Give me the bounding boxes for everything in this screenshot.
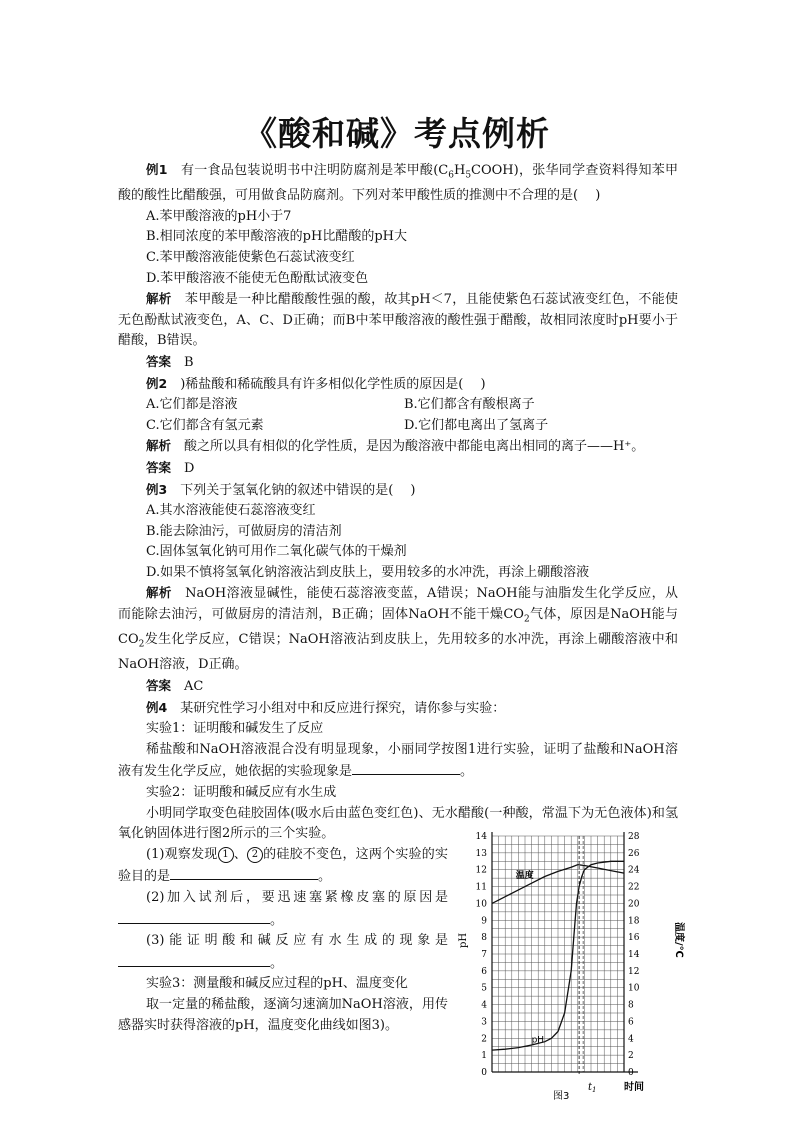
ph-tick-label: 10 bbox=[475, 899, 487, 910]
ph-series-label: pH bbox=[531, 1035, 545, 1046]
temperature-tick-label: 4 bbox=[628, 1034, 634, 1045]
ex2-question: 例2 )稀盐酸和稀硫酸具有许多相似化学性质的原因是( ) bbox=[146, 375, 486, 392]
ex4-questions-column bbox=[118, 845, 448, 1036]
ex3-option-a: A.其水溶液能使石蕊溶液变红 bbox=[146, 503, 316, 519]
temperature-tick-label: 16 bbox=[628, 933, 640, 944]
temperature-tick-label: 0 bbox=[628, 1068, 634, 1078]
temperature-tick-label: 24 bbox=[628, 865, 640, 876]
ex4-exp3-text: 取一定量的稀盐酸，逐滴匀速滴加NaOH溶液，用传感器实时获得溶液的pH，温度变化曲线如图3)。 bbox=[118, 996, 448, 1033]
ex4-exp2-title: 实验2：证明酸和碱反应有水生成 bbox=[146, 785, 337, 800]
temperature-series-label: 温度 bbox=[515, 871, 534, 882]
temperature-tick-label: 6 bbox=[628, 1017, 634, 1028]
t1-label: $t_1$ bbox=[588, 1082, 597, 1094]
ph-tick-labels bbox=[476, 832, 488, 1078]
ex4-q3: (3)能证明酸和碱反应有水生成的现象是。 bbox=[118, 931, 448, 974]
ph-tick-label: 0 bbox=[481, 1068, 487, 1078]
ex1-question: 例1 有一食品包装说明书中注明防腐剂是苯甲酸$(C_6H_5COOH)$，张华同学查资料得知苯甲酸的酸性比醋酸强，可用做食品防腐剂。下列对苯甲酸性质的推测中不合理的是( ) bbox=[118, 162, 678, 204]
ex2-answer: 答案 D bbox=[146, 459, 195, 476]
ph-tick-label: 3 bbox=[481, 1017, 487, 1028]
ex2-options-row2 bbox=[118, 416, 678, 437]
temperature-tick-label: 18 bbox=[628, 916, 640, 927]
ex4-exp3-title: 实验3：测量酸和碱反应过程的pH、温度变化 bbox=[146, 976, 408, 992]
ex2-option-b: B.它们都含有酸根离子 bbox=[404, 397, 535, 413]
ph-tick-label: 11 bbox=[475, 882, 487, 893]
ex4-exp2-text: 小明同学取变色硅胶固体(吸水后由蓝色变红色)、无水醋酸(一种酸，常温下为无色液体)和氢氧化钠固体进行图2所示的三个实验。 bbox=[118, 805, 678, 842]
ex1-option-d: D.苯甲酸溶液不能使无色酚酞试液变色 bbox=[146, 270, 369, 286]
ex3-option-b: B.能去除油污，可做厨房的清洁剂 bbox=[146, 523, 342, 539]
ex4-exp1-title: 实验1：证明酸和碱发生了反应 bbox=[146, 721, 324, 737]
temperature-tick-label: 8 bbox=[628, 1000, 634, 1011]
temperature-tick-label: 12 bbox=[628, 966, 640, 977]
ex3-option-c: C.固体氢氧化钠可用作二氧化碳气体的干燥剂 bbox=[146, 544, 407, 560]
ph-tick-label: 6 bbox=[481, 966, 487, 977]
ex2-option-a: A.它们都是溶液 bbox=[146, 397, 238, 413]
ex2-options-row1 bbox=[118, 395, 678, 416]
ex3-option-d: D.如果不慎将氢氧化钠溶液沾到皮肤上，要用较多的水冲洗，再涂上硼酸溶液 bbox=[146, 564, 590, 580]
ex4-q1: (1)观察发现 1 、 2 的硅胶不变色，这两个实验的实验目的是 。 bbox=[118, 846, 448, 885]
ex3-analysis: 解析 NaOH溶液显碱性，能使石蕊溶液变蓝，A错误；NaOH能与油脂发生化学反应，从而能除去油污，可做厨房的清洁剂，B正确；固体NaOH不能干燥$CO_2$气体，原因是NaOH能与$CO_2$发生化学反应，C错误；NaOH溶液沾到皮肤上，先用较多的水冲洗，再涂上硼酸溶液中和NaOH溶液，D正确。 bbox=[118, 585, 679, 673]
ph-tick-label: 2 bbox=[481, 1034, 487, 1045]
temperature-tick-label: 10 bbox=[628, 983, 640, 994]
ex3-answer: 答案 AC bbox=[146, 678, 204, 695]
figure-caption: 图3 bbox=[553, 1091, 570, 1102]
ex4-question: 例4 某研究性学习小组对中和反应进行探究，请你参与实验： bbox=[146, 699, 506, 716]
temperature-tick-label: 14 bbox=[628, 950, 640, 960]
ex2-option-d: D.它们都电离出了氢离子 bbox=[404, 417, 549, 433]
x-axis-label: 时间 bbox=[624, 1082, 644, 1093]
temperature-tick-label: 28 bbox=[628, 832, 640, 842]
page-title: 《酸和碱》考点例析 bbox=[244, 114, 550, 153]
ph-tick-label: 13 bbox=[475, 848, 487, 859]
temperature-tick-label: 26 bbox=[628, 848, 640, 859]
ex4-exp1-text: 稀盐酸和NaOH溶液混合没有明显现象，小丽同学按图1进行实验，证明了盐酸和NaOH溶液有发生化学反应，她依据的实验现象是 。 bbox=[118, 741, 678, 780]
ex2-analysis: 解析 酸之所以具有相似的化学性质，是因为酸溶液中都能电离出相同的离子——H⁺。 bbox=[146, 438, 645, 455]
ph-tick-label: 4 bbox=[481, 1000, 487, 1011]
temperature-tick-label: 22 bbox=[628, 882, 640, 893]
ph-tick-label: 8 bbox=[481, 933, 487, 944]
ex2-option-c: C.它们都含有氢元素 bbox=[146, 417, 264, 433]
ex4-q2: (2)加入试剂后，要迅速塞紧橡皮塞的原因是。 bbox=[118, 888, 448, 931]
ph-tick-label: 5 bbox=[481, 983, 487, 994]
ex1-option-b: B.相同浓度的苯甲酸溶液的pH比醋酸的pH大 bbox=[146, 229, 408, 245]
temperature-tick-label: 20 bbox=[628, 899, 640, 910]
ex1-option-a: A.苯甲酸溶液的pH小于7 bbox=[146, 208, 292, 224]
ex3-question: 例3 下列关于氢氧化钠的叙述中错误的是( ) bbox=[146, 481, 416, 498]
ex1-analysis: 解析 苯甲酸是一种比醋酸酸性强的酸，故其pH＜7，且能使紫色石蕊试液变红色，不能使无色酚酞试液变色，A、C、D正确；而B中苯甲酸溶液的酸性强于醋酸，故相同浓度时pH要小于醋酸，B错误。 bbox=[118, 291, 678, 349]
ex1-option-c: C.苯甲酸溶液能使紫色石蕊试液变红 bbox=[146, 249, 355, 265]
temperature-tick-labels bbox=[628, 832, 640, 1078]
temperature-axis-label: 温度/℃ bbox=[673, 922, 684, 958]
ex1-answer: 答案 B bbox=[146, 353, 194, 370]
ph-tick-label: 7 bbox=[481, 950, 487, 960]
ph-tick-label: 12 bbox=[475, 865, 487, 876]
figure-3-chart bbox=[458, 824, 688, 1104]
ph-tick-label: 1 bbox=[481, 1051, 487, 1062]
temperature-tick-label: 2 bbox=[628, 1051, 634, 1062]
circled-number-1: 1 bbox=[218, 847, 234, 863]
ph-axis-label: pH bbox=[458, 932, 469, 948]
ph-tick-label: 14 bbox=[475, 832, 487, 842]
ph-tick-label: 9 bbox=[481, 916, 487, 927]
circled-number-2: 2 bbox=[247, 847, 263, 863]
